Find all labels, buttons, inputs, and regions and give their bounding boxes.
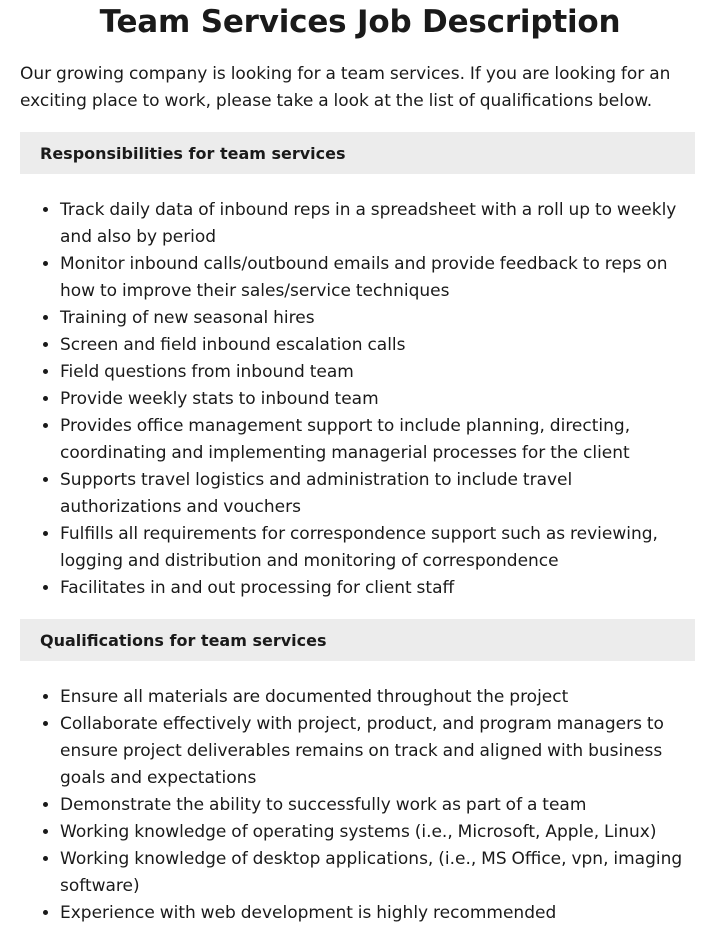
qualifications-list (20, 684, 695, 927)
list-item: • Facilitates in and out processing for client staff (60, 575, 695, 602)
intro-paragraph: Our growing company is looking for a team services. If you are looking for an exciting place to work, please take a look at the list of qualifications below. (20, 64, 671, 111)
list-item: • Supports travel logistics and administration to include travel authorizations and vouchers (60, 467, 695, 521)
responsibilities-list (20, 197, 695, 602)
list-item: • Demonstrate the ability to successfully work as part of a team (60, 792, 695, 819)
list-item: • Fulfills all requirements for correspondence support such as reviewing, logging and distribution and monitoring of correspondence (60, 521, 695, 575)
list-item: • Provides office management support to include planning, directing, coordinating and implementing managerial processes for the client (60, 413, 695, 467)
list-item: • Screen and field inbound escalation calls (60, 332, 695, 359)
page-title: Team Services Job Description (99, 4, 621, 40)
list-item: • Training of new seasonal hires (60, 305, 695, 332)
list-item: • Collaborate effectively with project, product, and program managers to ensure project deliverables remains on track and aligned with business goals and expectations (60, 711, 695, 792)
responsibilities-header: Responsibilities for team services (20, 132, 695, 174)
list-item: • Track daily data of inbound reps in a spreadsheet with a roll up to weekly and also by period (60, 197, 695, 251)
list-item: • Field questions from inbound team (60, 359, 695, 386)
list-item: • Working knowledge of desktop applications, (i.e., MS Office, vpn, imaging software) (60, 846, 695, 900)
list-item: • Provide weekly stats to inbound team (60, 386, 695, 413)
list-item: • Monitor inbound calls/outbound emails and provide feedback to reps on how to improve their sales/service techniques (60, 251, 695, 305)
qualifications-header: Qualifications for team services (20, 619, 695, 661)
list-item: • Working knowledge of operating systems (i.e., Microsoft, Apple, Linux) (60, 819, 695, 846)
list-item: • Experience with web development is highly recommended (60, 900, 695, 927)
list-item: • Ensure all materials are documented throughout the project (60, 684, 695, 711)
